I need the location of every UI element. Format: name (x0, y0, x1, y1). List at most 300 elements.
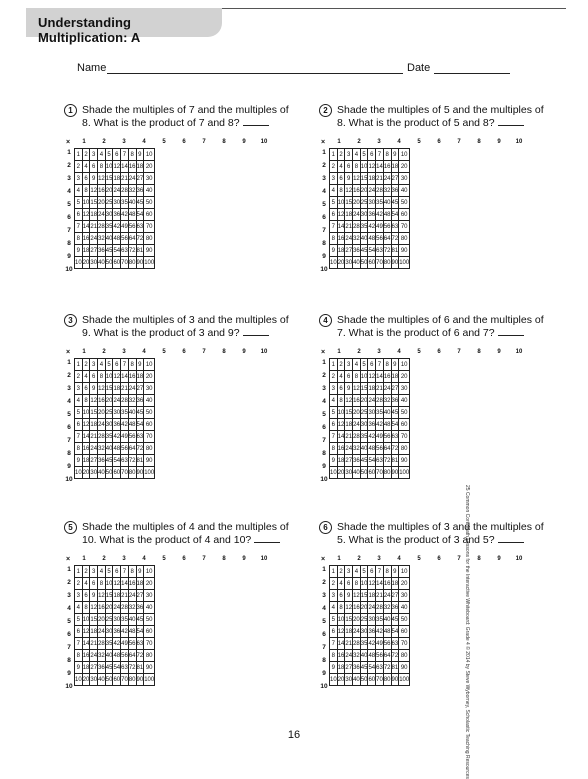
table-cell[interactable]: 5 (105, 566, 113, 578)
table-cell[interactable]: 28 (353, 431, 361, 443)
table-cell[interactable]: 24 (345, 233, 353, 245)
table-cell[interactable]: 8 (128, 566, 136, 578)
table-cell[interactable]: 30 (113, 197, 121, 209)
table-cell[interactable]: 45 (105, 662, 113, 674)
table-cell[interactable]: 30 (360, 419, 368, 431)
table-cell[interactable]: 20 (82, 674, 90, 686)
table-cell[interactable]: 80 (128, 257, 136, 269)
table-cell[interactable]: 90 (399, 662, 410, 674)
table-cell[interactable]: 20 (98, 614, 106, 626)
table-cell[interactable]: 81 (391, 455, 399, 467)
table-cell[interactable]: 9 (345, 383, 353, 395)
table-cell[interactable]: 54 (391, 626, 399, 638)
table-cell[interactable]: 15 (90, 197, 98, 209)
table-cell[interactable]: 40 (353, 257, 361, 269)
table-cell[interactable]: 42 (113, 221, 121, 233)
table-cell[interactable]: 30 (360, 626, 368, 638)
table-cell[interactable]: 30 (105, 626, 113, 638)
table-cell[interactable]: 45 (391, 407, 399, 419)
table-cell[interactable]: 16 (98, 395, 106, 407)
table-cell[interactable]: 8 (383, 566, 391, 578)
table-cell[interactable]: 6 (337, 590, 345, 602)
table-cell[interactable]: 9 (345, 173, 353, 185)
table-cell[interactable]: 10 (82, 197, 90, 209)
table-cell[interactable]: 30 (399, 383, 410, 395)
table-cell[interactable]: 12 (337, 626, 345, 638)
table-cell[interactable]: 54 (113, 245, 121, 257)
table-cell[interactable]: 16 (128, 161, 136, 173)
table-cell[interactable]: 8 (98, 578, 106, 590)
table-cell[interactable]: 6 (90, 371, 98, 383)
table-cell[interactable]: 18 (113, 173, 121, 185)
table-cell[interactable]: 14 (121, 578, 129, 590)
table-cell[interactable]: 6 (345, 371, 353, 383)
table-cell[interactable]: 6 (113, 149, 121, 161)
table-cell[interactable]: 42 (121, 209, 129, 221)
table-cell[interactable]: 24 (353, 209, 361, 221)
table-cell[interactable]: 27 (345, 662, 353, 674)
table-cell[interactable]: 36 (391, 395, 399, 407)
table-cell[interactable]: 20 (353, 197, 361, 209)
table-cell[interactable]: 7 (75, 638, 83, 650)
table-cell[interactable]: 48 (383, 419, 391, 431)
table-cell[interactable]: 50 (144, 197, 155, 209)
table-cell[interactable]: 56 (128, 221, 136, 233)
table-cell[interactable]: 8 (75, 650, 83, 662)
table-cell[interactable]: 15 (345, 614, 353, 626)
table-cell[interactable]: 50 (399, 407, 410, 419)
table-cell[interactable]: 1 (75, 149, 83, 161)
table-cell[interactable]: 6 (337, 173, 345, 185)
table-cell[interactable]: 18 (391, 161, 399, 173)
table-cell[interactable]: 12 (82, 419, 90, 431)
table-cell[interactable]: 2 (330, 371, 338, 383)
table-cell[interactable]: 20 (82, 257, 90, 269)
table-cell[interactable]: 14 (337, 221, 345, 233)
table-cell[interactable]: 35 (105, 431, 113, 443)
table-cell[interactable]: 27 (136, 590, 144, 602)
table-cell[interactable]: 2 (82, 149, 90, 161)
table-cell[interactable]: 56 (376, 650, 384, 662)
table-cell[interactable]: 20 (399, 578, 410, 590)
table-cell[interactable]: 10 (330, 467, 338, 479)
table-cell[interactable]: 12 (90, 185, 98, 197)
table-cell[interactable]: 4 (75, 185, 83, 197)
table-cell[interactable]: 20 (98, 197, 106, 209)
table-cell[interactable]: 42 (113, 638, 121, 650)
table-cell[interactable]: 25 (105, 197, 113, 209)
table-cell[interactable]: 3 (345, 566, 353, 578)
table-cell[interactable]: 50 (105, 674, 113, 686)
table-cell[interactable]: 40 (105, 443, 113, 455)
table-cell[interactable]: 20 (144, 161, 155, 173)
table-cell[interactable]: 72 (383, 455, 391, 467)
table-cell[interactable]: 15 (105, 383, 113, 395)
table-cell[interactable]: 8 (128, 149, 136, 161)
table-cell[interactable]: 100 (144, 674, 155, 686)
table-cell[interactable]: 35 (360, 431, 368, 443)
answer-blank[interactable] (254, 542, 280, 543)
table-cell[interactable]: 40 (105, 650, 113, 662)
table-cell[interactable]: 32 (383, 185, 391, 197)
table-cell[interactable]: 48 (368, 443, 376, 455)
table-cell[interactable]: 5 (360, 566, 368, 578)
table-cell[interactable]: 7 (330, 221, 338, 233)
table-cell[interactable]: 20 (353, 407, 361, 419)
table-cell[interactable]: 40 (353, 467, 361, 479)
table-cell[interactable]: 10 (75, 674, 83, 686)
table-cell[interactable]: 27 (90, 662, 98, 674)
table-cell[interactable]: 15 (345, 407, 353, 419)
table-cell[interactable]: 54 (136, 626, 144, 638)
table-cell[interactable]: 35 (105, 221, 113, 233)
table-cell[interactable]: 15 (105, 173, 113, 185)
table-cell[interactable]: 49 (376, 431, 384, 443)
table-cell[interactable]: 63 (121, 245, 129, 257)
table-cell[interactable]: 60 (144, 209, 155, 221)
table-cell[interactable]: 21 (345, 221, 353, 233)
table-cell[interactable]: 10 (337, 614, 345, 626)
table-cell[interactable]: 2 (330, 578, 338, 590)
table-cell[interactable]: 42 (113, 431, 121, 443)
table-cell[interactable]: 18 (82, 662, 90, 674)
table-cell[interactable]: 54 (136, 419, 144, 431)
table-cell[interactable]: 14 (121, 371, 129, 383)
table-cell[interactable]: 8 (337, 395, 345, 407)
table-cell[interactable]: 15 (90, 407, 98, 419)
table-cell[interactable]: 16 (128, 578, 136, 590)
table-cell[interactable]: 18 (345, 626, 353, 638)
table-cell[interactable]: 4 (75, 395, 83, 407)
table-cell[interactable]: 16 (353, 602, 361, 614)
table-cell[interactable]: 18 (90, 209, 98, 221)
table-cell[interactable]: 36 (368, 419, 376, 431)
table-cell[interactable]: 9 (330, 662, 338, 674)
table-cell[interactable]: 12 (337, 209, 345, 221)
table-cell[interactable]: 9 (75, 455, 83, 467)
table-cell[interactable]: 81 (136, 455, 144, 467)
table-cell[interactable]: 6 (113, 566, 121, 578)
table-cell[interactable]: 100 (144, 257, 155, 269)
table-cell[interactable]: 63 (136, 431, 144, 443)
table-cell[interactable]: 3 (90, 566, 98, 578)
table-cell[interactable]: 24 (368, 395, 376, 407)
table-cell[interactable]: 72 (128, 245, 136, 257)
table-cell[interactable]: 81 (136, 662, 144, 674)
table-cell[interactable]: 48 (368, 650, 376, 662)
answer-blank[interactable] (243, 335, 269, 336)
table-cell[interactable]: 28 (376, 602, 384, 614)
table-cell[interactable]: 8 (383, 359, 391, 371)
table-cell[interactable]: 18 (337, 245, 345, 257)
table-cell[interactable]: 10 (144, 359, 155, 371)
table-cell[interactable]: 40 (383, 614, 391, 626)
answer-blank[interactable] (498, 125, 524, 126)
table-cell[interactable]: 4 (75, 602, 83, 614)
table-cell[interactable]: 45 (105, 455, 113, 467)
table-cell[interactable]: 48 (383, 626, 391, 638)
table-cell[interactable]: 20 (144, 578, 155, 590)
table-cell[interactable]: 12 (353, 383, 361, 395)
answer-blank[interactable] (243, 125, 269, 126)
table-cell[interactable]: 40 (128, 407, 136, 419)
table-cell[interactable]: 12 (113, 371, 121, 383)
table-cell[interactable]: 24 (345, 443, 353, 455)
table-cell[interactable]: 1 (75, 566, 83, 578)
table-cell[interactable]: 50 (105, 257, 113, 269)
table-cell[interactable]: 18 (90, 626, 98, 638)
table-cell[interactable]: 90 (136, 467, 144, 479)
table-cell[interactable]: 90 (399, 245, 410, 257)
table-cell[interactable]: 42 (121, 626, 129, 638)
table-cell[interactable]: 72 (128, 455, 136, 467)
table-cell[interactable]: 7 (330, 638, 338, 650)
table-cell[interactable]: 20 (353, 614, 361, 626)
table-cell[interactable]: 16 (128, 371, 136, 383)
table-cell[interactable]: 40 (383, 197, 391, 209)
table-cell[interactable]: 16 (82, 443, 90, 455)
table-cell[interactable]: 4 (337, 161, 345, 173)
table-cell[interactable]: 8 (353, 371, 361, 383)
table-cell[interactable]: 6 (113, 359, 121, 371)
table-cell[interactable]: 100 (399, 674, 410, 686)
table-cell[interactable]: 30 (368, 614, 376, 626)
table-cell[interactable]: 36 (98, 662, 106, 674)
table-cell[interactable]: 5 (75, 614, 83, 626)
table-cell[interactable]: 16 (98, 602, 106, 614)
table-cell[interactable]: 4 (353, 149, 361, 161)
table-cell[interactable]: 20 (337, 257, 345, 269)
table-cell[interactable]: 5 (330, 614, 338, 626)
table-cell[interactable]: 48 (113, 443, 121, 455)
table-cell[interactable]: 80 (383, 674, 391, 686)
table-cell[interactable]: 48 (128, 209, 136, 221)
table-cell[interactable]: 18 (90, 419, 98, 431)
table-cell[interactable]: 4 (98, 149, 106, 161)
table-cell[interactable]: 60 (368, 467, 376, 479)
table-cell[interactable]: 15 (360, 383, 368, 395)
table-cell[interactable]: 15 (360, 173, 368, 185)
table-cell[interactable]: 24 (90, 443, 98, 455)
table-cell[interactable]: 7 (376, 359, 384, 371)
table-cell[interactable]: 15 (105, 590, 113, 602)
table-cell[interactable]: 10 (82, 407, 90, 419)
table-cell[interactable]: 24 (128, 590, 136, 602)
table-cell[interactable]: 24 (368, 602, 376, 614)
table-cell[interactable]: 72 (391, 443, 399, 455)
table-cell[interactable]: 20 (105, 602, 113, 614)
table-cell[interactable]: 12 (82, 209, 90, 221)
table-cell[interactable]: 3 (330, 383, 338, 395)
table-cell[interactable]: 42 (376, 419, 384, 431)
table-cell[interactable]: 18 (113, 383, 121, 395)
table-cell[interactable]: 48 (128, 626, 136, 638)
table-cell[interactable]: 7 (121, 149, 129, 161)
table-cell[interactable]: 7 (121, 566, 129, 578)
table-cell[interactable]: 6 (82, 383, 90, 395)
table-cell[interactable]: 90 (136, 257, 144, 269)
table-cell[interactable]: 1 (330, 566, 338, 578)
table-cell[interactable]: 5 (105, 359, 113, 371)
table-cell[interactable]: 24 (353, 419, 361, 431)
table-cell[interactable]: 45 (360, 245, 368, 257)
table-cell[interactable]: 30 (360, 209, 368, 221)
table-cell[interactable]: 27 (136, 173, 144, 185)
table-cell[interactable]: 18 (136, 371, 144, 383)
table-cell[interactable]: 36 (98, 455, 106, 467)
table-cell[interactable]: 63 (376, 455, 384, 467)
table-cell[interactable]: 25 (105, 614, 113, 626)
table-cell[interactable]: 16 (353, 185, 361, 197)
table-cell[interactable]: 8 (337, 185, 345, 197)
table-cell[interactable]: 2 (82, 566, 90, 578)
table-cell[interactable]: 48 (113, 650, 121, 662)
table-cell[interactable]: 8 (82, 395, 90, 407)
table-cell[interactable]: 36 (353, 455, 361, 467)
table-cell[interactable]: 49 (121, 221, 129, 233)
table-cell[interactable]: 24 (90, 650, 98, 662)
table-cell[interactable]: 1 (330, 359, 338, 371)
table-cell[interactable]: 30 (113, 614, 121, 626)
table-cell[interactable]: 30 (90, 257, 98, 269)
table-cell[interactable]: 16 (383, 371, 391, 383)
table-cell[interactable]: 72 (136, 233, 144, 245)
table-cell[interactable]: 40 (98, 674, 106, 686)
table-cell[interactable]: 56 (128, 638, 136, 650)
table-cell[interactable]: 20 (337, 674, 345, 686)
table-cell[interactable]: 45 (360, 455, 368, 467)
table-cell[interactable]: 6 (330, 419, 338, 431)
table-cell[interactable]: 90 (144, 245, 155, 257)
table-cell[interactable]: 64 (128, 443, 136, 455)
table-cell[interactable]: 70 (376, 257, 384, 269)
table-cell[interactable]: 32 (98, 650, 106, 662)
table-cell[interactable]: 3 (75, 590, 83, 602)
table-cell[interactable]: 56 (383, 221, 391, 233)
table-cell[interactable]: 36 (368, 626, 376, 638)
table-cell[interactable]: 12 (368, 161, 376, 173)
table-cell[interactable]: 10 (105, 371, 113, 383)
table-cell[interactable]: 56 (376, 233, 384, 245)
table-cell[interactable]: 20 (360, 602, 368, 614)
table-cell[interactable]: 30 (113, 407, 121, 419)
table-cell[interactable]: 32 (128, 185, 136, 197)
table-cell[interactable]: 45 (391, 197, 399, 209)
table-cell[interactable]: 80 (128, 674, 136, 686)
table-cell[interactable]: 24 (345, 650, 353, 662)
table-cell[interactable]: 18 (368, 383, 376, 395)
table-cell[interactable]: 9 (75, 662, 83, 674)
table-cell[interactable]: 12 (345, 395, 353, 407)
table-cell[interactable]: 18 (391, 371, 399, 383)
table-cell[interactable]: 9 (391, 359, 399, 371)
table-cell[interactable]: 72 (136, 650, 144, 662)
table-cell[interactable]: 72 (383, 245, 391, 257)
table-cell[interactable]: 18 (82, 245, 90, 257)
table-cell[interactable]: 9 (136, 566, 144, 578)
table-cell[interactable]: 50 (360, 674, 368, 686)
table-cell[interactable]: 16 (98, 185, 106, 197)
table-cell[interactable]: 10 (330, 674, 338, 686)
table-cell[interactable]: 54 (368, 245, 376, 257)
table-cell[interactable]: 50 (144, 614, 155, 626)
table-cell[interactable]: 28 (98, 221, 106, 233)
table-cell[interactable]: 9 (90, 173, 98, 185)
table-cell[interactable]: 24 (113, 185, 121, 197)
table-cell[interactable]: 9 (90, 590, 98, 602)
table-cell[interactable]: 63 (136, 221, 144, 233)
table-cell[interactable]: 6 (345, 161, 353, 173)
table-cell[interactable]: 63 (136, 638, 144, 650)
table-cell[interactable]: 100 (144, 467, 155, 479)
table-cell[interactable]: 16 (383, 161, 391, 173)
table-cell[interactable]: 9 (136, 359, 144, 371)
table-cell[interactable]: 30 (144, 173, 155, 185)
table-cell[interactable]: 32 (353, 650, 361, 662)
table-cell[interactable]: 40 (144, 395, 155, 407)
table-cell[interactable]: 72 (128, 662, 136, 674)
table-cell[interactable]: 30 (90, 674, 98, 686)
table-cell[interactable]: 20 (399, 371, 410, 383)
table-cell[interactable]: 40 (98, 257, 106, 269)
table-cell[interactable]: 15 (90, 614, 98, 626)
table-cell[interactable]: 50 (360, 257, 368, 269)
table-cell[interactable]: 81 (391, 245, 399, 257)
table-cell[interactable]: 6 (337, 383, 345, 395)
table-cell[interactable]: 36 (113, 209, 121, 221)
table-cell[interactable]: 49 (121, 638, 129, 650)
answer-blank[interactable] (498, 335, 524, 336)
table-cell[interactable]: 80 (399, 233, 410, 245)
table-cell[interactable]: 4 (330, 185, 338, 197)
table-cell[interactable]: 45 (136, 614, 144, 626)
table-cell[interactable]: 28 (121, 602, 129, 614)
table-cell[interactable]: 70 (376, 467, 384, 479)
table-cell[interactable]: 10 (82, 614, 90, 626)
table-cell[interactable]: 27 (391, 590, 399, 602)
table-cell[interactable]: 18 (391, 578, 399, 590)
table-cell[interactable]: 49 (376, 638, 384, 650)
table-cell[interactable]: 72 (391, 233, 399, 245)
table-cell[interactable]: 6 (75, 209, 83, 221)
table-cell[interactable]: 54 (368, 455, 376, 467)
table-cell[interactable]: 36 (353, 245, 361, 257)
table-cell[interactable]: 36 (136, 602, 144, 614)
table-cell[interactable]: 28 (121, 185, 129, 197)
table-cell[interactable]: 14 (376, 578, 384, 590)
table-cell[interactable]: 18 (368, 590, 376, 602)
table-cell[interactable]: 80 (128, 467, 136, 479)
table-cell[interactable]: 8 (353, 578, 361, 590)
table-cell[interactable]: 10 (360, 371, 368, 383)
table-cell[interactable]: 63 (121, 662, 129, 674)
table-cell[interactable]: 10 (144, 566, 155, 578)
table-cell[interactable]: 24 (113, 395, 121, 407)
table-cell[interactable]: 3 (75, 383, 83, 395)
table-cell[interactable]: 42 (376, 626, 384, 638)
table-cell[interactable]: 2 (337, 359, 345, 371)
table-cell[interactable]: 36 (136, 185, 144, 197)
table-cell[interactable]: 30 (345, 257, 353, 269)
table-cell[interactable]: 40 (399, 395, 410, 407)
table-cell[interactable]: 63 (376, 245, 384, 257)
table-cell[interactable]: 20 (105, 185, 113, 197)
table-cell[interactable]: 6 (345, 578, 353, 590)
table-cell[interactable]: 9 (136, 149, 144, 161)
table-cell[interactable]: 63 (376, 662, 384, 674)
table-cell[interactable]: 18 (82, 455, 90, 467)
table-cell[interactable]: 10 (105, 161, 113, 173)
